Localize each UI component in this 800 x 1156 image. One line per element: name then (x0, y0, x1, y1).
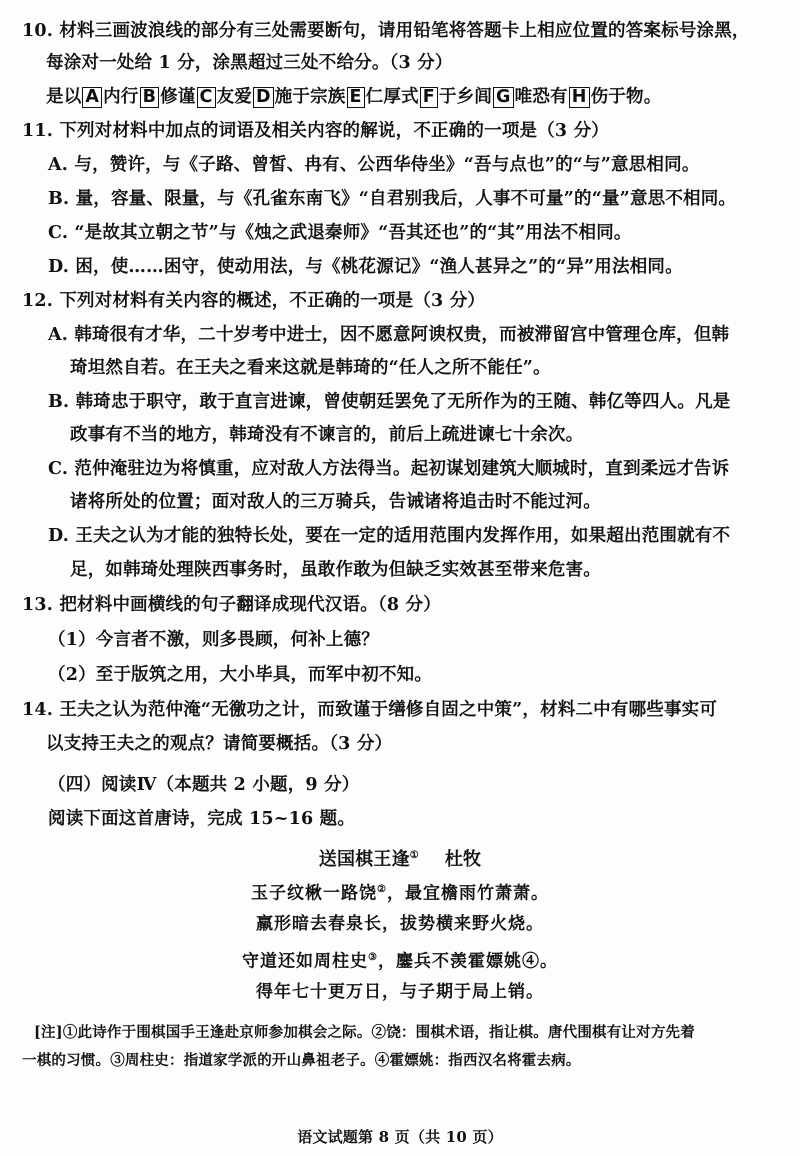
poem-line-2 (0, 911, 800, 937)
poem-line-1-rest: ，最宜檐雨竹萧萧。 (386, 883, 549, 904)
option-box-e: E (347, 87, 365, 108)
q10-line2: 每涂对一处给 1 分，涂黑超过三处不给分。（3 分） (46, 53, 453, 73)
poem-line-1-text: 玉子纹楸一路饶 (251, 883, 378, 904)
seg-5: 仁厚式 (365, 87, 419, 107)
option-box-g: G (493, 87, 514, 108)
q12-option-b-line2: 政事有不当的地方，韩琦没有不谏言的，前后上疏进谏七十余次。 (70, 425, 584, 445)
option-box-f: F (420, 87, 438, 108)
q13-sentence-2: （2）至于版筑之用，大小毕具，而军中初不知。 (48, 665, 433, 685)
poem-author: 杜牧 (444, 849, 482, 870)
option-box-d: D (253, 87, 274, 108)
q12-option-d-line1: D. 王夫之认为才能的独特长处，要在一定的适用范围内发挥作用，如果超出范围就有不 (48, 526, 731, 546)
q12-stem: 12. 下列对材料有关内容的概述，不正确的一项是（3 分） (22, 291, 486, 311)
poem-line-1 (0, 877, 800, 907)
poem-line-4-text: 得年七十更万日，与子期于局上销。 (256, 982, 544, 1002)
seg-4: 施于宗族 (274, 87, 346, 107)
q14-line1: 14. 王夫之认为范仲淹“无徼功之计，而致谨于缮修自固之中策”，材料二中有哪些事实可 (22, 700, 718, 720)
q11-option-b: B. 量，容量、限量，与《孔雀东南飞》“自君别我后，人事不可量”的“量”意思不相同。 (48, 189, 737, 209)
q12-option-a-line2: 琦坦然自若。在王夫之看来这就是韩琦的“任人之所不能任”。 (70, 358, 551, 378)
page-footer: 语文试题第 8 页（共 10 页） (297, 1128, 503, 1146)
q12-option-b-line1: B. 韩琦忠于职守，敢于直言进谏，曾使朝廷罢免了无所作为的王随、韩亿等四人。凡是 (48, 392, 731, 412)
poem-line-4 (0, 979, 800, 1005)
q14-line2: 以支持王夫之的观点？请简要概括。（3 分） (46, 734, 393, 754)
seg-8: 伤于物。 (590, 87, 662, 107)
q13-sentence-1: （1）今言者不激，则多畏顾，何补上德？ (48, 630, 379, 650)
notes-line1: [注]①此诗作于围棋国手王逢赴京师参加棋会之际。②饶：围棋术语，指让棋。唐代围棋有让对方先着 (34, 1024, 695, 1041)
seg-7: 唯恐有 (514, 87, 568, 107)
option-box-b: B (140, 87, 160, 108)
poem-line-3-note-mark: ③ (368, 952, 378, 963)
section-heading: （四）阅读Ⅳ（本题共 2 小题，9 分） (48, 775, 360, 795)
poem-title-note-mark: ① (409, 850, 419, 861)
q12-option-c-line1: C. 范仲淹驻边为将慎重，应对敌人方法得当。起初谋划建筑大顺城时，直到柔远才告诉 (48, 459, 730, 479)
seg-3: 友爱 (216, 87, 252, 107)
seg-1: 内行 (103, 87, 139, 107)
poem-title-text: 送国棋王逢 (318, 849, 410, 870)
seg-0: 是以 (46, 87, 82, 107)
q13-stem: 13. 把材料中画横线的句子翻译成现代汉语。（8 分） (22, 595, 441, 615)
poem-line-3 (0, 945, 800, 975)
option-box-a: A (82, 87, 102, 108)
q11-option-a: A. 与，赞许，与《子路、曾皙、冉有、公西华侍坐》“吾与点也”的“与”意思相同。 (48, 155, 700, 175)
option-box-h: H (569, 87, 590, 108)
poem-line-3-text: 守道还如周柱史 (242, 951, 369, 972)
section-intro: 阅读下面这首唐诗，完成 15~16 题。 (48, 809, 356, 829)
q11-stem: 11. 下列对材料中加点的词语及相关内容的解说，不正确的一项是（3 分） (22, 121, 610, 141)
q12-option-a-line1: A. 韩琦很有才华，二十岁考中进士，因不愿意阿谀权贵，而被滞留宫中管理仓库，但韩 (48, 325, 730, 345)
q12-option-d-line2: 足，如韩琦处理陕西事务时，虽敢作敢为但缺乏实效甚至带来危害。 (70, 560, 601, 580)
q11-option-d: D. 困，使……困守，使动用法，与《桃花源记》“渔人甚异之”的“异”用法相同。 (48, 257, 683, 277)
poem-line-1-note-mark: ② (377, 884, 387, 895)
q11-option-c: C. “是故其立朝之节”与《烛之武退秦师》“吾其还也”的“其”用法不相同。 (48, 223, 632, 243)
poem-title (0, 843, 800, 873)
option-box-c: C (197, 87, 216, 108)
q10-sentence (46, 84, 661, 110)
q10-line1: 10. 材料三画波浪线的部分有三处需要断句，请用铅笔将答题卡上相应位置的答案标号涂黑， (22, 21, 750, 41)
notes-line2: 一棋的习惯。③周柱史：指道家学派的开山鼻祖老子。④霍嫖姚：指西汉名将霍去病。 (22, 1052, 581, 1069)
poem-line-2-text: 羸形暗去春泉长，拔势横来野火烧。 (256, 914, 544, 934)
seg-2: 修谨 (160, 87, 196, 107)
poem-line-3-rest: ，鏖兵不羡霍嫖姚④。 (377, 951, 558, 972)
q12-option-c-line2: 诸将所处的位置；面对敌人的三万骑兵，告诫诸将追击时不能过河。 (70, 492, 601, 512)
seg-6: 于乡闾 (438, 87, 493, 107)
